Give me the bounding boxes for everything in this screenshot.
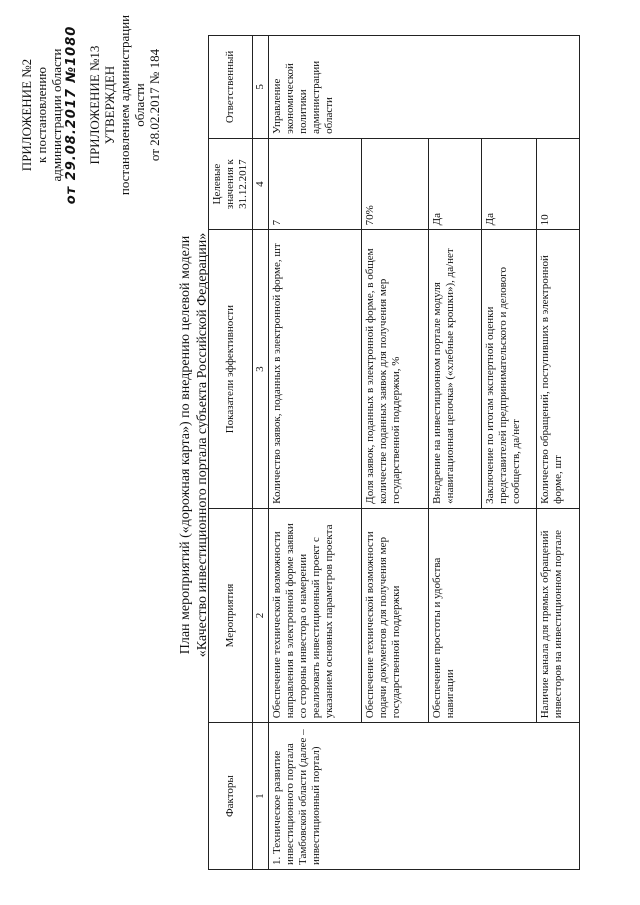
appendix-number: ПРИЛОЖЕНИЕ №2	[19, 58, 34, 172]
measure-cell: Наличие канала для прямых обращений инвесторов на инвестиционном портале	[536, 508, 579, 722]
column-number: 3	[252, 230, 268, 508]
header-responsible: Ответственный	[209, 36, 253, 139]
header-measures: Мероприятия	[209, 508, 253, 722]
table-row	[268, 36, 361, 870]
approved-label: УТВЕРЖДЕН	[101, 65, 117, 145]
measure-cell: Обеспечение технической возможности подачи документов для получения мер государственной поддержки	[361, 508, 428, 722]
target-cell: 70%	[361, 138, 428, 230]
roadmap-table	[208, 35, 580, 870]
column-number: 2	[252, 508, 268, 722]
header-indicators: Показатели эффективности	[209, 230, 253, 508]
measure-cell: Обеспечение простоты и удобства навигации	[428, 508, 536, 722]
indicator-cell: Доля заявок, поданных в электронной форме, в общем количестве поданных заявок для получения мер государственной поддержки, %	[361, 230, 428, 508]
indicator-cell: Количество заявок, поданных в электронной форме, шт	[268, 230, 361, 508]
decree-date: от 28.02.2017 № 184	[146, 48, 162, 162]
column-number: 5	[252, 36, 268, 139]
target-cell: 7	[268, 138, 361, 230]
factor-cell: 1. Техническое развитие инвестиционного портала Тамбовской области (далее – инвестиционный портал)	[268, 723, 579, 870]
appendix-header	[20, 25, 80, 205]
target-cell: Да	[481, 138, 536, 230]
measure-cell: Обеспечение технической возможности направления в электронной форме заявки со стороны инвестора о намерении реализовать инвестиционный проект с указанием основных параметров проекта	[268, 508, 361, 722]
column-number: 1	[252, 723, 268, 870]
target-cell: Да	[428, 138, 481, 230]
indicator-cell: Заключение по итогам экспертной оценки представителей предпринимательского и делового сообществ, да/нет	[481, 230, 536, 508]
column-number: 4	[252, 138, 268, 230]
approval-header	[88, 5, 163, 205]
header-target: Целевые значения к 31.12.2017	[209, 138, 253, 230]
handwritten-date-number: от 29.08.2017 №1080	[63, 25, 79, 205]
target-cell: 10	[536, 138, 579, 230]
document-title	[178, 185, 212, 705]
appendix-13-label: ПРИЛОЖЕНИЕ №13	[87, 45, 102, 165]
indicator-cell: Внедрение на инвестиционном портале модуля «навигационная цепочка» («хлебные крошки»), да/нет	[428, 230, 481, 508]
decree-reference: к постановлению администрации области	[33, 48, 64, 182]
title-line-2: «Качество инвестиционного портала субъекта Российской Федерации»	[194, 232, 210, 658]
responsible-cell: Управление экономической политики администрации области	[268, 36, 579, 139]
indicator-cell: Количество обращений, поступивших в электронной форме, шт	[536, 230, 579, 508]
column-number-row	[252, 36, 268, 870]
header-factors: Факторы	[209, 723, 253, 870]
title-line-1: План мероприятий («дорожная карта») по внедрению целевой модели	[178, 235, 193, 655]
decree-reference-2: постановлением администрации области	[116, 14, 147, 196]
table-header-row	[209, 36, 253, 870]
